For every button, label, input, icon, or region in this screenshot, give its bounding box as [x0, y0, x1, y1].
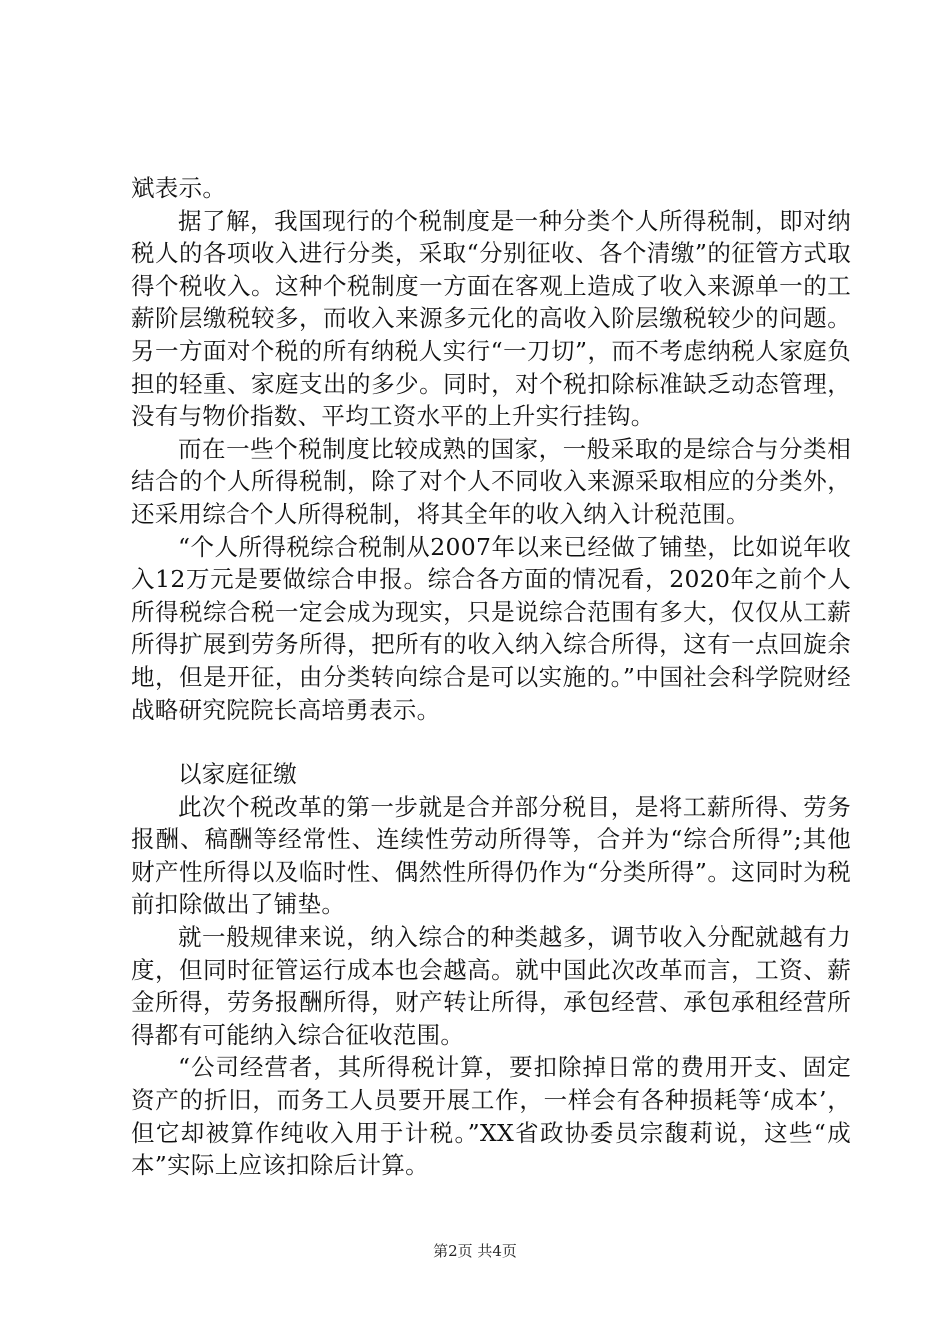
paragraph-general-rule: 就一般规律来说，纳入综合的种类越多，调节收入分配就越有力度，但同时征管运行成本也会越高。就中国此次改革而言，工资、薪金所得，劳务报酬所得，财产转让所得，承包经营、承包承租经营所得都有可能纳入综合征收范围。 [131, 923, 851, 1049]
paragraph-mature-countries: 而在一些个税制度比较成熟的国家，一般采取的是综合与分类相结合的个人所得税制，除了对个人不同收入来源采取相应的分类外，还采用综合个人所得税制，将其全年的收入纳入计税范围。 [131, 434, 851, 528]
paragraph-tax-system: 据了解，我国现行的个税制度是一种分类个人所得税制，即对纳税人的各项收入进行分类，采取“分别征收、各个清缴”的征管方式取得个税收入。这种个税制度一方面在客观上造成了收入来源单一的工薪阶层缴税较多，而收入来源多元化的高收入阶层缴税较少的问题。另一方面对个税的所有纳税人实行“一刀切”，而不考虑纳税人家庭负担的轻重、家庭支出的多少。同时，对个税扣除标准缺乏动态管理，没有与物价指数、平均工资水平的上升实行挂钩。 [131, 206, 851, 431]
document-body [131, 172, 851, 1182]
paragraph-quote-zong: “公司经营者，其所得税计算，要扣除掉日常的费用开支、固定资产的折旧，而务工人员要开展工作，一样会有各种损耗等‘成本’，但它却被算作纯收入用于计税。”XX省政协委员宗馥莉说，这些“成本”实际上应该扣除后计算。 [131, 1053, 851, 1180]
page-footer: 第2页 共4页 [433, 1242, 517, 1260]
paragraph-continuation: 斌表示。 [131, 174, 227, 202]
paragraph-quote-gao: “个人所得税综合税制从2007年以来已经做了铺垫，比如说年收入12万元是要做综合申报。综合各方面的情况看，2020年之前个人所得税综合税一定会成为现实，只是说综合范围有多大，仅仅从工薪所得扩展到劳务所得，把所有的收入纳入综合所得，这有一点回旋余地，但是开征，由分类转向综合是可以实施的。”中国社会科学院财经战略研究院院长高培勇表示。 [131, 532, 851, 724]
paragraph-merge-items: 此次个税改革的第一步就是合并部分税目，是将工薪所得、劳务报酬、稿酬等经常性、连续性劳动所得等，合并为“综合所得”;其他财产性所得以及临时性、偶然性所得仍作为“分类所得”。这同时为税前扣除做出了铺垫。 [131, 792, 851, 919]
section-heading: 以家庭征缴 [178, 760, 297, 789]
